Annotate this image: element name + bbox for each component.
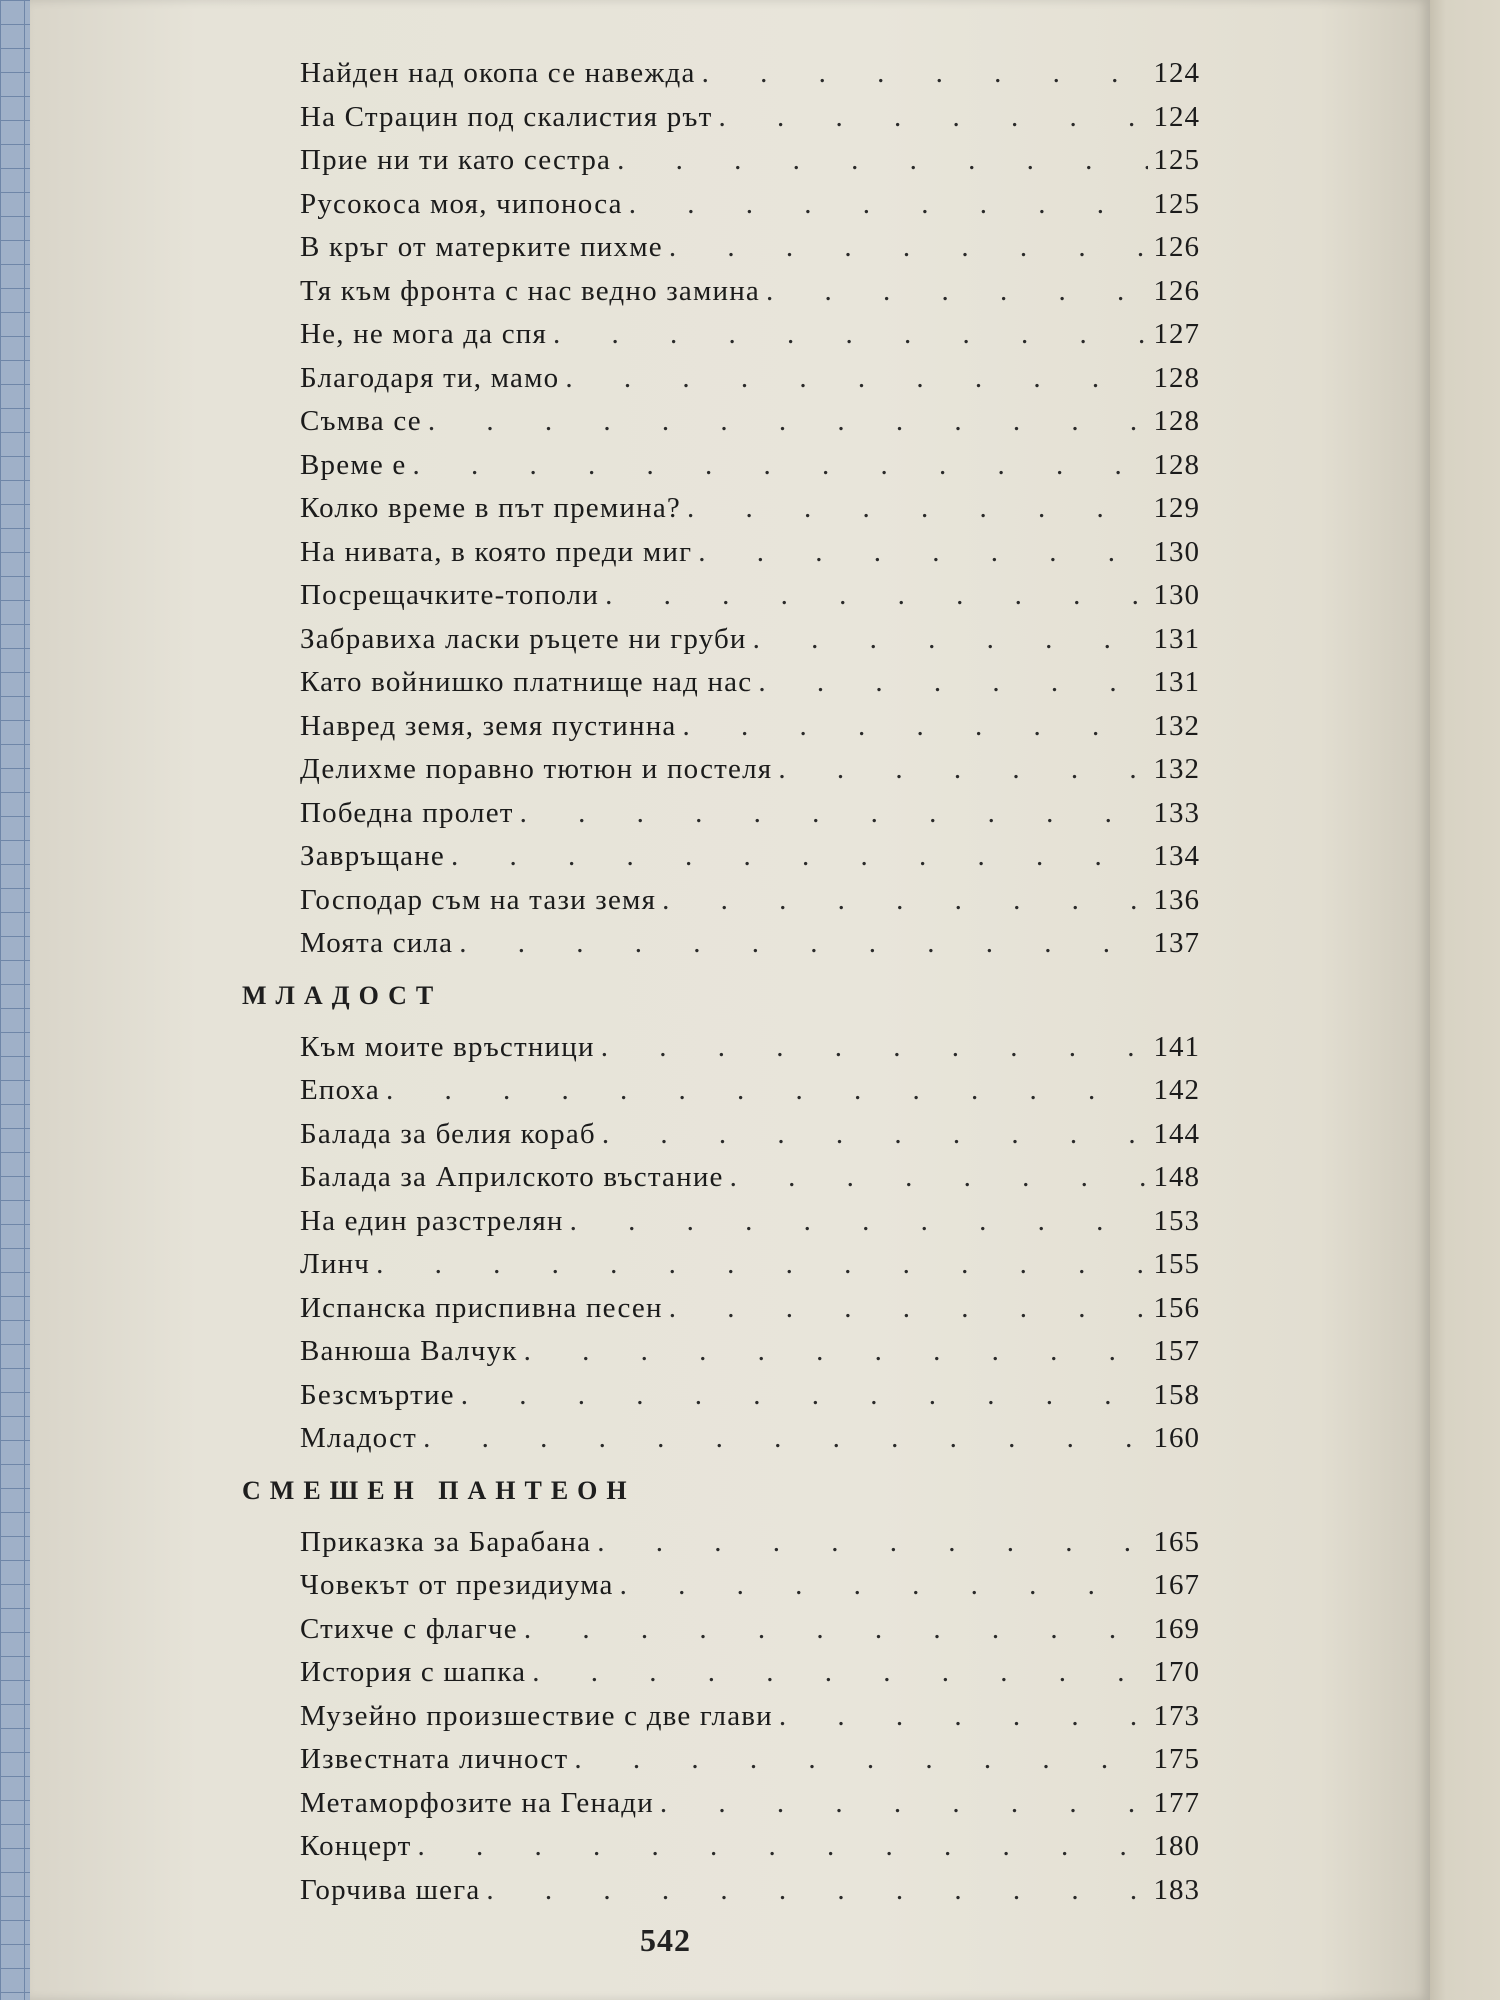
entry-title: Моята сила	[300, 927, 454, 959]
toc-entry	[300, 1026, 1200, 1070]
toc-entry	[300, 313, 1200, 357]
toc-entry	[300, 1374, 1200, 1418]
page-number: 542	[640, 1922, 691, 1958]
leader-dots	[778, 748, 1147, 792]
leader-dots	[461, 1374, 1148, 1418]
entry-title: Тя към фронта с нас ведно замина	[300, 274, 761, 307]
entry-title: Музейно произшествие с две глави	[300, 1699, 773, 1732]
leader-dots	[766, 270, 1147, 314]
toc-entry	[300, 1200, 1200, 1244]
toc-entry	[300, 226, 1200, 270]
toc-entry	[300, 139, 1200, 183]
entry-title: Забравиха ласки ръцете ни груби	[300, 622, 747, 655]
leader-dots	[524, 1330, 1148, 1374]
toc-entry	[300, 1521, 1200, 1565]
entry-title: На един разстрелян	[300, 1204, 564, 1237]
toc-entry	[300, 487, 1200, 531]
leader-dots	[376, 1243, 1147, 1287]
toc-entry	[300, 1869, 1200, 1913]
entry-title: Безсмъртие	[300, 1378, 455, 1411]
leader-dots	[553, 313, 1147, 357]
leader-dots	[605, 574, 1147, 618]
entry-title: Епоха	[300, 1074, 381, 1106]
leader-dots	[660, 1782, 1148, 1826]
leader-dots	[601, 1026, 1148, 1070]
entry-page-number: 167	[1153, 1569, 1200, 1601]
entry-title: Балада за Априлското въстание	[300, 1161, 724, 1193]
entry-page-number: 160	[1153, 1422, 1200, 1454]
entry-title: Навред земя, земя пустинна	[300, 709, 677, 742]
entry-title: Не, не мога да спя	[300, 318, 548, 350]
toc-entry	[300, 96, 1200, 140]
entry-title: История с шапка	[300, 1656, 527, 1688]
leader-dots	[758, 661, 1147, 705]
entry-page-number: 128	[1153, 405, 1200, 437]
leader-dots	[423, 1417, 1147, 1461]
entry-page-number: 126	[1153, 231, 1200, 263]
entry-title: Човекът от президиума	[300, 1569, 614, 1601]
entry-page-number: 175	[1153, 1743, 1200, 1775]
entry-page-number: 134	[1153, 840, 1200, 872]
leader-dots	[629, 183, 1148, 227]
entry-title: Линч	[300, 1248, 371, 1280]
section-heading: СМЕШЕН ПАНТЕОН	[242, 1475, 636, 1505]
entry-page-number: 141	[1153, 1030, 1200, 1063]
leader-dots	[698, 531, 1147, 575]
leader-dots	[662, 879, 1147, 923]
toc-entry	[300, 748, 1200, 792]
entry-page-number: 131	[1153, 666, 1200, 698]
facing-page-edge	[1420, 0, 1500, 2000]
leader-dots	[669, 226, 1148, 270]
toc-entry	[300, 270, 1200, 314]
entry-page-number: 132	[1153, 753, 1200, 785]
toc-entry	[300, 1330, 1200, 1374]
toc-entry	[300, 1564, 1200, 1608]
leader-dots	[459, 922, 1147, 966]
leader-dots	[669, 1287, 1148, 1331]
entry-title: Прие ни ти като сестра	[300, 144, 612, 176]
entry-title: На Страцин под скалистия рът	[300, 100, 713, 133]
entry-title: Делихме поравно тютюн и постеля	[300, 753, 773, 785]
entry-page-number: 170	[1153, 1656, 1200, 1688]
entry-page-number: 132	[1153, 709, 1200, 742]
leader-dots	[565, 357, 1147, 401]
entry-page-number: 142	[1153, 1074, 1200, 1106]
entry-page-number: 148	[1153, 1161, 1200, 1193]
entry-title: Балада за белия кораб	[300, 1117, 596, 1150]
table-of-contents	[242, 52, 1200, 1912]
toc-entry	[300, 1608, 1200, 1652]
toc-entry	[300, 705, 1200, 749]
leader-dots	[597, 1521, 1147, 1565]
entry-page-number: 128	[1153, 361, 1200, 394]
leader-dots	[617, 139, 1147, 183]
leader-dots	[687, 487, 1148, 531]
entry-page-number: 129	[1153, 492, 1200, 524]
entry-page-number: 128	[1153, 448, 1200, 481]
entry-page-number: 156	[1153, 1291, 1200, 1324]
entry-title: Благодаря ти, мамо	[300, 361, 560, 394]
entry-page-number: 165	[1153, 1525, 1200, 1558]
leader-dots	[682, 705, 1147, 749]
entry-page-number: 126	[1153, 274, 1200, 307]
toc-entry	[300, 922, 1200, 966]
toc-entry	[300, 1069, 1200, 1113]
toc-entry	[300, 1243, 1200, 1287]
entry-title: Победна пролет	[300, 796, 514, 829]
entry-page-number: 130	[1153, 579, 1200, 611]
entry-title: Найден над окопа се навежда	[300, 57, 696, 89]
leader-dots	[602, 1113, 1148, 1157]
entry-page-number: 131	[1153, 622, 1200, 655]
leader-dots	[570, 1200, 1148, 1244]
entry-page-number: 144	[1153, 1117, 1200, 1150]
entry-title: Съмва се	[300, 405, 422, 437]
entry-title: В кръг от матерките пихме	[300, 231, 663, 263]
entry-title: Русокоса моя, чипоноса	[300, 187, 623, 220]
entry-title: Испанска приспивна песен	[300, 1291, 663, 1324]
toc-entry	[300, 1651, 1200, 1695]
entry-title: Известната личност	[300, 1743, 569, 1775]
leader-dots	[779, 1695, 1148, 1739]
toc-entry	[300, 531, 1200, 575]
entry-title: Към моите връстници	[300, 1030, 595, 1063]
leader-dots	[428, 400, 1148, 444]
leader-dots	[386, 1069, 1147, 1113]
entry-page-number: 173	[1153, 1699, 1200, 1732]
entry-title: Завръщане	[300, 840, 445, 872]
entry-title: Като войнишко платнище над нас	[300, 666, 753, 698]
entry-title: Концерт	[300, 1830, 412, 1862]
entry-page-number: 136	[1153, 883, 1200, 916]
entry-page-number: 153	[1153, 1204, 1200, 1237]
toc-entry	[300, 1417, 1200, 1461]
entry-page-number: 180	[1153, 1830, 1200, 1862]
toc-entry	[300, 835, 1200, 879]
entry-title: На нивата, в която преди миг	[300, 535, 693, 568]
leader-dots	[520, 792, 1148, 836]
leader-dots	[524, 1608, 1148, 1652]
toc-entry	[300, 1156, 1200, 1200]
toc-entry	[300, 1113, 1200, 1157]
toc-entry	[300, 1738, 1200, 1782]
entry-page-number: 124	[1153, 57, 1200, 89]
entry-page-number: 169	[1153, 1612, 1200, 1645]
section-heading: МЛАДОСТ	[242, 980, 443, 1010]
entry-title: Стихче с флагче	[300, 1612, 518, 1645]
entry-title: Приказка за Барабана	[300, 1525, 592, 1558]
toc-entry	[300, 792, 1200, 836]
entry-page-number: 124	[1153, 100, 1200, 133]
entry-title: Време е	[300, 448, 407, 481]
toc-entry	[300, 661, 1200, 705]
entry-page-number: 130	[1153, 535, 1200, 568]
entry-page-number: 183	[1153, 1873, 1200, 1906]
toc-entry	[300, 444, 1200, 488]
leader-dots	[574, 1738, 1147, 1782]
toc-entry	[300, 618, 1200, 662]
entry-title: Посрещачките-тополи	[300, 579, 600, 611]
entry-page-number: 158	[1153, 1378, 1200, 1411]
leader-dots	[532, 1651, 1147, 1695]
entry-page-number: 133	[1153, 796, 1200, 829]
leader-dots	[412, 444, 1147, 488]
entry-title: Ванюша Валчук	[300, 1335, 518, 1367]
toc-entry	[300, 1782, 1200, 1826]
toc-entry	[300, 400, 1200, 444]
entry-title: Господар съм на тази земя	[300, 883, 657, 916]
toc-entry	[300, 1695, 1200, 1739]
leader-dots	[718, 96, 1147, 140]
entry-page-number: 177	[1153, 1786, 1200, 1819]
entry-title: Младост	[300, 1422, 418, 1454]
entry-title: Горчива шега	[300, 1873, 481, 1906]
toc-entry	[300, 183, 1200, 227]
toc-entry	[300, 1825, 1200, 1869]
entry-title: Метаморфозите на Генади	[300, 1786, 654, 1819]
toc-entry	[300, 357, 1200, 401]
leader-dots	[620, 1564, 1148, 1608]
toc-entry	[300, 574, 1200, 618]
toc-entry	[300, 879, 1200, 923]
entry-page-number: 127	[1153, 318, 1200, 350]
leader-dots	[418, 1825, 1148, 1869]
leader-dots	[486, 1869, 1147, 1913]
leader-dots	[702, 52, 1148, 96]
leader-dots	[451, 835, 1148, 879]
toc-entry	[300, 52, 1200, 96]
toc-entry	[300, 1287, 1200, 1331]
entry-page-number: 125	[1153, 144, 1200, 176]
entry-page-number: 155	[1153, 1248, 1200, 1280]
entry-page-number: 137	[1153, 927, 1200, 959]
entry-page-number: 125	[1153, 187, 1200, 220]
leader-dots	[753, 618, 1148, 662]
leader-dots	[730, 1156, 1148, 1200]
entry-title: Колко време в път премина?	[300, 492, 681, 524]
entry-page-number: 157	[1153, 1335, 1200, 1367]
